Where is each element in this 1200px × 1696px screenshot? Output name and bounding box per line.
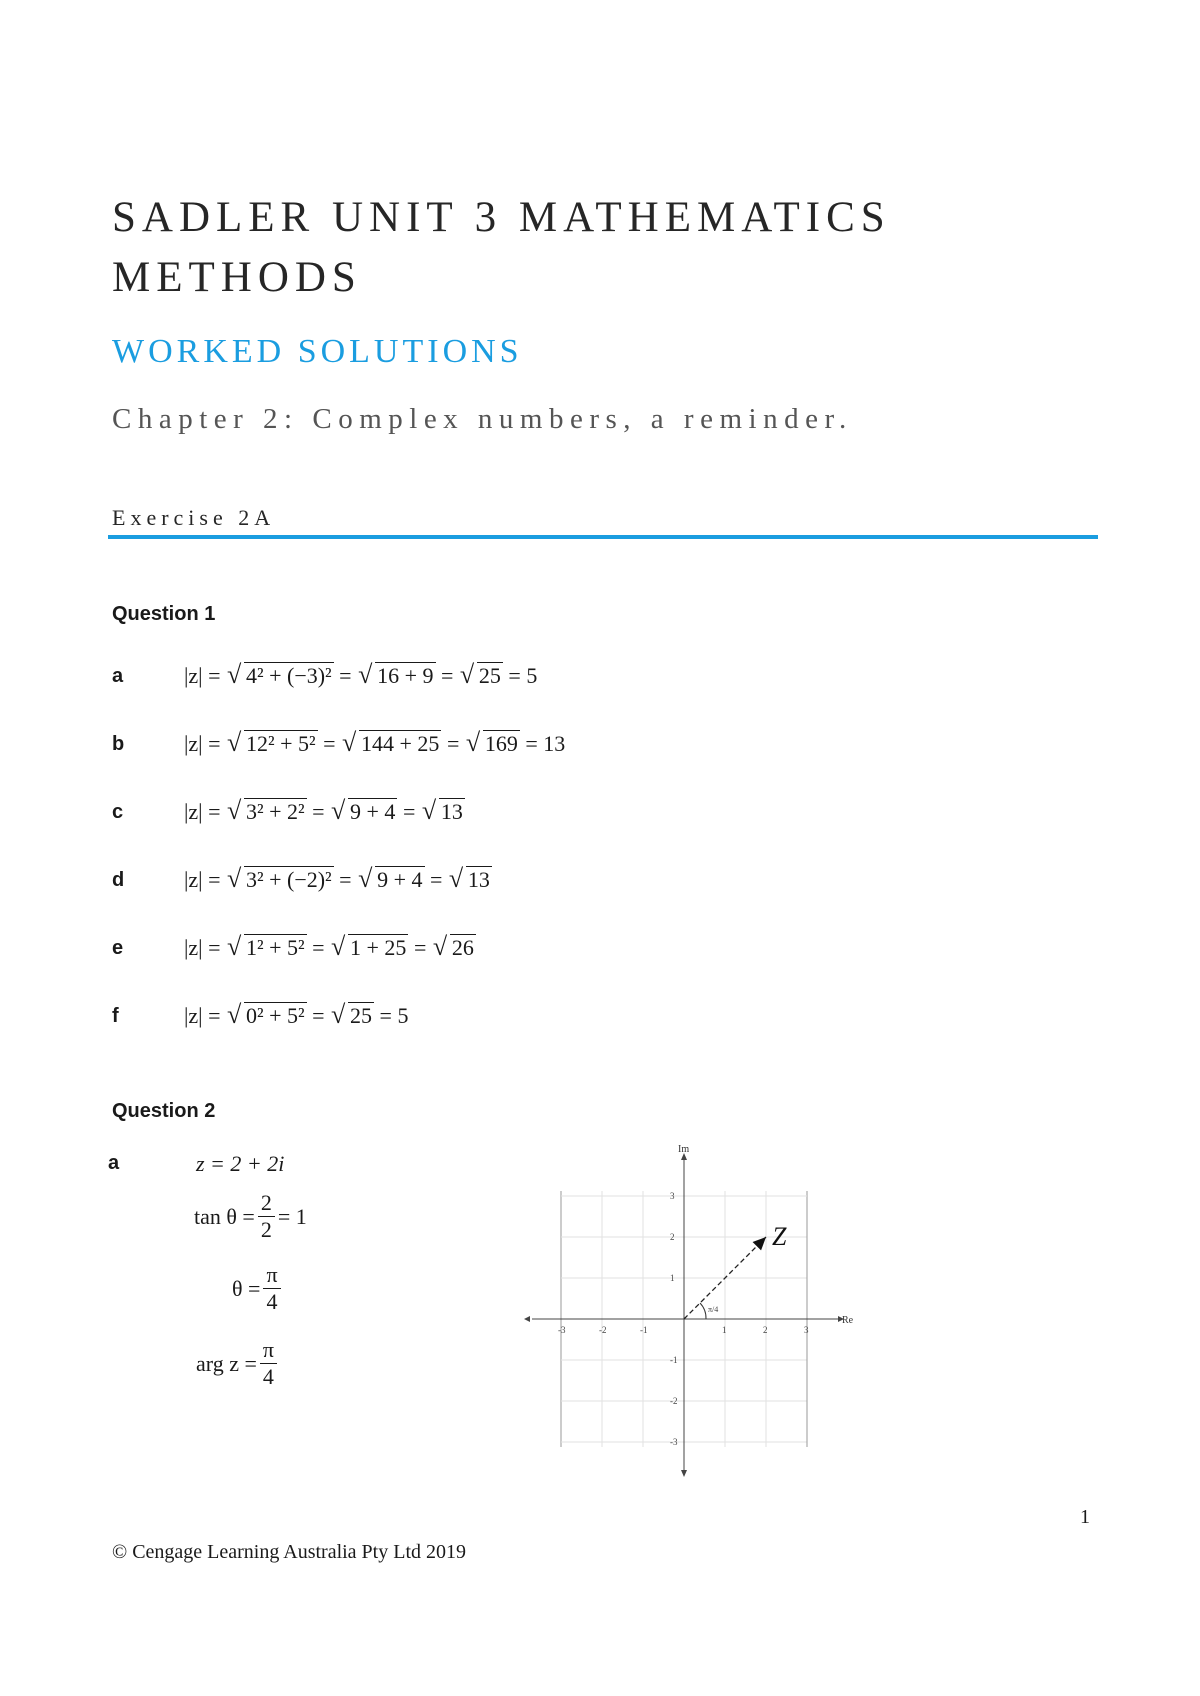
sqrt-3 [433, 935, 476, 961]
sqrt-3 [466, 731, 520, 757]
title-line-1: SADLER UNIT 3 MATHEMATICS [112, 194, 891, 241]
sqrt-1 [227, 663, 334, 689]
x-tick-label: 1 [722, 1325, 727, 1335]
radicand-2: 1 + 25 [350, 935, 407, 960]
part-label: d [112, 869, 125, 891]
sqrt-2 [358, 867, 424, 893]
argand-diagram [520, 1140, 860, 1480]
modulus-lhs: |z| = [184, 799, 221, 824]
fraction [258, 1190, 275, 1243]
y-tick-label: 3 [670, 1191, 675, 1201]
radicand-1: 0² + 5² [245, 1003, 305, 1028]
fraction [260, 1337, 277, 1390]
sqrt-1 [227, 935, 307, 961]
equation-theta [232, 1262, 284, 1315]
y-tick-label: -2 [670, 1396, 678, 1406]
part-label: b [112, 733, 125, 755]
tan-rhs: = 1 [277, 1203, 307, 1229]
numerator: 2 [258, 1190, 275, 1217]
re-label: Re [842, 1315, 854, 1326]
document-title [112, 188, 891, 308]
chapter-heading: Chapter 2: Complex numbers, a reminder. [112, 403, 853, 435]
copyright-footer: © Cengage Learning Australia Pty Ltd 2019 [112, 1541, 467, 1563]
modulus-lhs: |z| = [184, 663, 221, 688]
part-label: a [112, 665, 124, 687]
part-label: e [112, 937, 124, 959]
real-axis-left-arrow-icon [524, 1316, 530, 1322]
fraction [263, 1262, 280, 1315]
x-tick-label: -3 [558, 1325, 566, 1335]
x-tick-label: 3 [804, 1325, 809, 1335]
radicand-2: 9 + 4 [350, 799, 396, 824]
numerator: π [263, 1262, 280, 1289]
modulus-equation: |z| = √ 3² + 2² = √ 9 + 4 = √ 13 [184, 799, 465, 825]
modulus-lhs: |z| = [184, 731, 221, 756]
part-label: c [112, 801, 124, 823]
angle-arc [700, 1303, 706, 1319]
radicand-1: 3² + 2² [245, 799, 305, 824]
modulus-equation: |z| = √ 4² + (−3)² = √ 16 + 9 = √ 25 = 5 [184, 663, 537, 689]
x-tick-label: -1 [640, 1325, 648, 1335]
equation-z: z = 2 + 2i [196, 1151, 285, 1176]
result: 13 [543, 731, 566, 756]
tan-lhs: tan θ = [194, 1203, 255, 1229]
radicand-1: 12² + 5² [245, 731, 316, 756]
title-line-2: METHODS [112, 254, 362, 301]
sqrt-2 [331, 935, 408, 961]
im-label: Im [678, 1144, 690, 1155]
y-tick-label: 2 [670, 1232, 675, 1242]
sqrt-1 [227, 1003, 307, 1029]
sqrt-3 [331, 1003, 374, 1029]
sqrt-2 [342, 731, 441, 757]
z-point-label: Z [772, 1222, 787, 1251]
radicand-2: 144 + 25 [361, 731, 440, 756]
y-tick-label: 1 [670, 1273, 675, 1283]
radicand-3: 13 [440, 799, 463, 824]
modulus-equation: |z| = √ 3² + (−2)² = √ 9 + 4 = √ 13 [184, 867, 492, 893]
modulus-equation: |z| = √ 1² + 5² = √ 1 + 25 = √ 26 [184, 935, 476, 961]
imaginary-axis-down-arrow-icon [681, 1470, 687, 1477]
angle-label: π/4 [708, 1305, 719, 1314]
sqrt-2 [358, 663, 435, 689]
question-1-heading: Question 1 [112, 603, 216, 625]
radicand-3: 26 [451, 935, 474, 960]
denominator: 4 [262, 1364, 274, 1389]
radicand-2: 16 + 9 [377, 663, 434, 688]
modulus-lhs: |z| = [184, 1003, 221, 1028]
sqrt-1 [227, 799, 307, 825]
sqrt-1 [227, 867, 334, 893]
subtitle: WORKED SOLUTIONS [112, 333, 523, 370]
x-tick-label: -2 [599, 1325, 607, 1335]
radicand-3: 25 [478, 663, 501, 688]
arg-lhs: arg z = [196, 1350, 257, 1376]
y-tick-label: -3 [670, 1437, 678, 1447]
denominator: 2 [260, 1217, 272, 1242]
radicand-3: 25 [350, 1003, 373, 1028]
modulus-equation: |z| = √ 0² + 5² = √ 25 = 5 [184, 1003, 408, 1029]
section-divider [108, 535, 1098, 539]
y-tick-label: -1 [670, 1355, 678, 1365]
part-label: a [108, 1152, 120, 1174]
result: 5 [526, 663, 538, 688]
denominator: 4 [266, 1289, 278, 1314]
modulus-lhs: |z| = [184, 935, 221, 960]
page-number: 1 [1080, 1506, 1090, 1528]
radicand-3: 13 [467, 867, 490, 892]
result: 5 [397, 1003, 409, 1028]
modulus-lhs: |z| = [184, 867, 221, 892]
modulus-equation: |z| = √ 12² + 5² = √ 144 + 25 = √ 169 = 13 [184, 731, 565, 757]
sqrt-3 [460, 663, 503, 689]
sqrt-1 [227, 731, 318, 757]
sqrt-3 [422, 799, 465, 825]
x-tick-label: 2 [763, 1325, 768, 1335]
radicand-2: 9 + 4 [377, 867, 423, 892]
theta-lhs: θ = [232, 1275, 261, 1301]
sqrt-3 [449, 867, 492, 893]
radicand-1: 4² + (−3)² [245, 663, 332, 688]
exercise-heading: Exercise 2A [112, 505, 276, 530]
sqrt-2 [331, 799, 397, 825]
radicand-1: 1² + 5² [245, 935, 305, 960]
part-label: f [112, 1005, 119, 1027]
equation-tan [194, 1190, 307, 1243]
radicand-1: 3² + (−2)² [245, 867, 332, 892]
question-2-heading: Question 2 [112, 1100, 216, 1122]
numerator: π [260, 1337, 277, 1364]
radicand-3: 169 [484, 731, 518, 756]
equation-arg [196, 1337, 280, 1390]
